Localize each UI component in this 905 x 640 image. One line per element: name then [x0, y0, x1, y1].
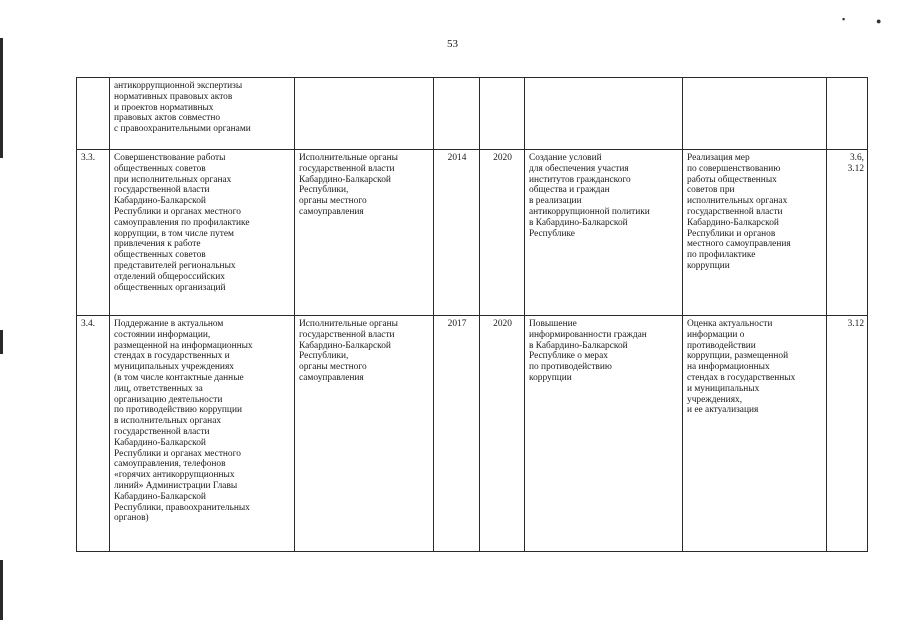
expected-result-cell — [525, 78, 683, 150]
scan-speck: ● — [876, 16, 882, 26]
reference-cell: 3.12 — [827, 316, 868, 552]
page-number: 53 — [447, 38, 458, 50]
item-number: 3.3. — [77, 150, 110, 316]
scan-edge-mark — [0, 38, 3, 158]
indicator-cell: Оценка актуальности информации о противодействии коррупции, размещенной на информационных стендах в государственных и муниципальных учреждениях, и ее актуализация — [683, 316, 827, 552]
scan-edge-mark — [0, 330, 3, 354]
start-year — [434, 78, 480, 150]
start-year: 2017 — [434, 316, 480, 552]
executors-cell: Исполнительные органы государственной власти Кабардино-Балкарской Республики, органы местного самоуправления — [295, 150, 434, 316]
table-row — [77, 316, 868, 552]
end-year — [480, 78, 525, 150]
item-number — [77, 78, 110, 150]
start-year: 2014 — [434, 150, 480, 316]
event-cell: Совершенствование работы общественных советов при исполнительных органах государственной власти Кабардино-Балкарской Республики и органах местного самоуправления по профилактике коррупции, в том числе путем привлечения к работе общественных советов представителей региональных отделений общероссийских общественных организаций — [110, 150, 295, 316]
executors-cell — [295, 78, 434, 150]
scan-speck: ▪ — [842, 14, 846, 24]
event-cell: Поддержание в актуальном состоянии информации, размещенной на информационных стендах в государственных и муниципальных учреждениях (в том числе контактные данные лиц, ответственных за организацию деятельности по противодействию коррупции в исполнительных органах государственной власти Кабардино-Балкарской Республики и органах местного самоуправления, телефонов «горячих антикоррупционных линий» Администрации Главы Кабардино-Балкарской Республики, правоохранительных органов) — [110, 316, 295, 552]
indicator-cell — [683, 78, 827, 150]
reference-cell — [827, 78, 868, 150]
executors-cell: Исполнительные органы государственной власти Кабардино-Балкарской Республики, органы местного самоуправления — [295, 316, 434, 552]
end-year: 2020 — [480, 150, 525, 316]
end-year: 2020 — [480, 316, 525, 552]
expected-result-cell: Повышение информированности граждан в Кабардино-Балкарской Республике о мерах по противодействию коррупции — [525, 316, 683, 552]
event-cell: антикоррупционной экспертизы нормативных правовых актов и проектов нормативных правовых актов совместно с правоохранительными органами — [110, 78, 295, 150]
anticorruption-plan-table — [76, 77, 868, 552]
indicator-cell: Реализация мер по совершенствованию работы общественных советов при исполнительных органах государственной власти Кабардино-Балкарской Республики и органов местного самоуправления по профилактике коррупции — [683, 150, 827, 316]
expected-result-cell: Создание условий для обеспечения участия институтов гражданского общества и граждан в реализации антикоррупционной политики в Кабардино-Балкарской Республике — [525, 150, 683, 316]
reference-cell: 3.6, 3.12 — [827, 150, 868, 316]
item-number: 3.4. — [77, 316, 110, 552]
table-row — [77, 78, 868, 150]
table-row — [77, 150, 868, 316]
scan-edge-mark — [0, 560, 3, 620]
